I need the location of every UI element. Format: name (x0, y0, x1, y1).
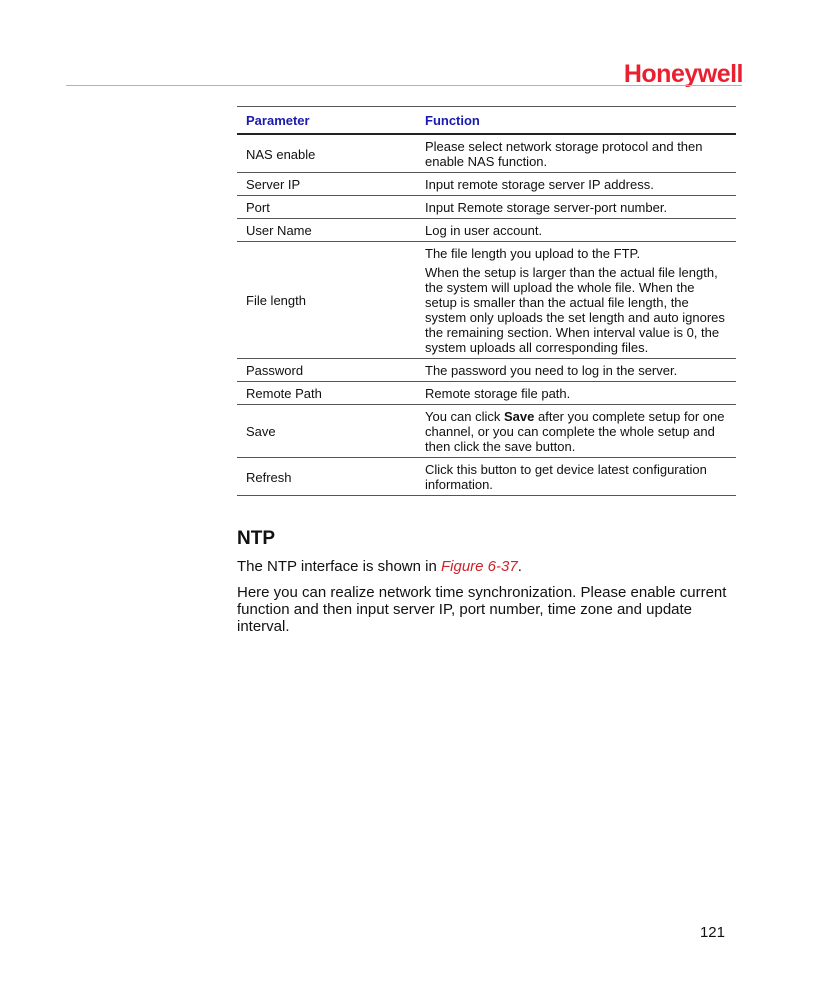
ntp-body-paragraph: Here you can realize network time synchronization. Please enable current function and then input server IP, port number, time zone and update interval. (237, 584, 727, 635)
ntp-intro-text: The NTP interface is shown in (237, 558, 441, 575)
function-text: Input remote storage server IP address. (425, 177, 654, 192)
function-text-part: You can click (425, 409, 505, 424)
function-cell (416, 405, 736, 458)
column-header-function: Function (416, 107, 736, 135)
parameter-table (237, 106, 736, 496)
parameter-cell: Save (237, 405, 416, 458)
function-cell (416, 219, 736, 242)
table-row (237, 242, 736, 359)
function-text: Please select network storage protocol and then enable NAS function. (425, 139, 703, 169)
parameter-cell: User Name (237, 219, 416, 242)
function-text-part: after you complete setup for one channel, or you can complete the whole setup and then click the save button. (425, 409, 725, 454)
table-row (237, 219, 736, 242)
figure-reference-link[interactable]: Figure 6-37 (440, 558, 518, 575)
function-cell (416, 196, 736, 219)
header-rule (66, 85, 742, 86)
function-text: Remote storage file path. (425, 386, 571, 401)
table-row (237, 405, 736, 458)
table-row (237, 173, 736, 196)
function-cell (416, 242, 736, 359)
parameter-cell: NAS enable (237, 134, 416, 173)
table-row (237, 196, 736, 219)
function-text: Click this button to get device latest configuration information. (425, 462, 707, 492)
function-text: When the setup is larger than the actual file length, the system will upload the whole file. When the setup is smaller than the actual file length, the system only uploads the set length and auto ignores the remaining section. When interval value is 0, the system uploads all corresponding files. (425, 265, 725, 355)
function-cell (416, 134, 736, 173)
save-keyword: Save (504, 409, 535, 424)
function-text: The password you need to log in the server. (425, 363, 678, 378)
parameter-cell: Remote Path (237, 382, 416, 405)
ntp-intro-text: . (517, 558, 522, 575)
function-text: Log in user account. (425, 223, 543, 238)
table-row (237, 382, 736, 405)
function-cell (416, 173, 736, 196)
ntp-intro-paragraph (237, 558, 737, 575)
function-text: Input Remote storage server-port number. (425, 200, 668, 215)
function-cell (416, 458, 736, 496)
parameter-cell: Port (237, 196, 416, 219)
function-text (425, 409, 727, 454)
page-number: 121 (699, 924, 725, 941)
function-cell (416, 382, 736, 405)
parameter-cell: Server IP (237, 173, 416, 196)
section-heading-ntp: NTP (237, 528, 275, 549)
parameter-cell: File length (237, 242, 416, 359)
honeywell-logo: Honeywell (623, 60, 743, 88)
function-text: The file length you upload to the FTP. (425, 246, 641, 261)
column-header-parameter: Parameter (237, 107, 416, 135)
table-row (237, 359, 736, 382)
table-header-row (237, 107, 736, 135)
parameter-cell: Refresh (237, 458, 416, 496)
parameter-cell: Password (237, 359, 416, 382)
table-row (237, 458, 736, 496)
function-cell (416, 359, 736, 382)
table-row (237, 134, 736, 173)
